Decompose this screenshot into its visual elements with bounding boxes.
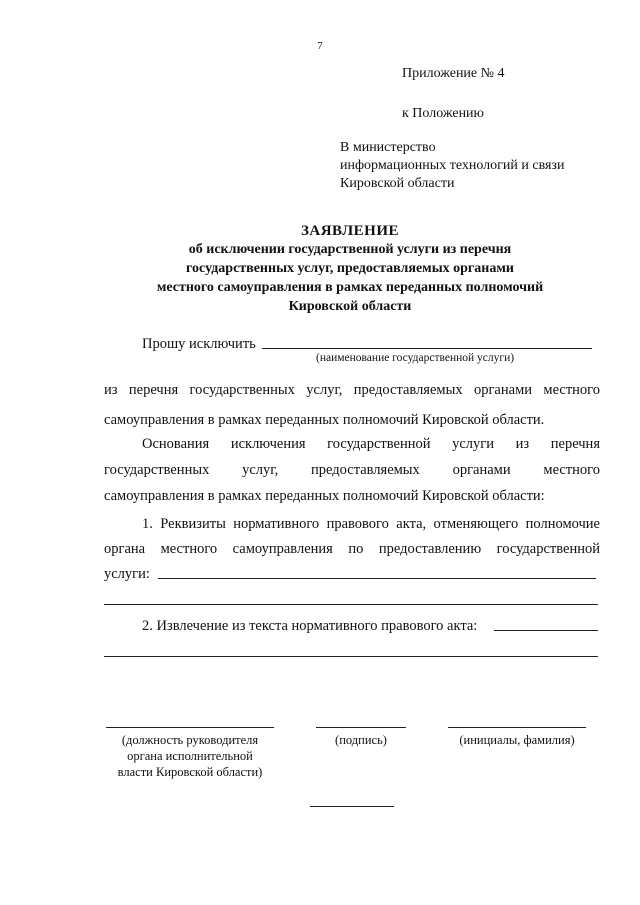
position-caption: власти Кировской области): [117, 765, 263, 779]
signature-field-line[interactable]: [316, 727, 406, 728]
closing-divider: [310, 806, 394, 807]
document-title: ЗАЯВЛЕНИЕ: [300, 223, 400, 239]
item-line: органа местного самоуправления по предоставлению государственной: [104, 541, 600, 557]
appendix-label: Приложение № 4: [402, 66, 505, 81]
legal-act-details-field-line[interactable]: [158, 578, 596, 579]
position-field-line[interactable]: [106, 727, 274, 728]
name-caption: (инициалы, фамилия): [459, 733, 575, 747]
addressee-line: информационных технологий и связи: [340, 158, 565, 173]
legal-act-details-field-line-2[interactable]: [104, 604, 598, 605]
position-caption: (должность руководителя: [121, 733, 259, 747]
title-line: государственных услуг, предоставляемых органами: [186, 261, 514, 276]
page-number: 7: [317, 40, 323, 52]
signature-caption: (подпись): [335, 733, 387, 747]
service-name-field-line[interactable]: [262, 348, 592, 349]
item-line: 2. Извлечение из текста нормативного правового акта:: [142, 618, 478, 634]
regulation-label: к Положению: [402, 106, 485, 121]
title-line: об исключении государственной услуги из перечня: [188, 242, 512, 257]
paragraph-line: из перечня государственных услуг, предоставляемых органами местного: [104, 382, 600, 398]
paragraph-line: самоуправления в рамках переданных полномочий Кировской области.: [104, 412, 545, 428]
title-line: Кировской области: [288, 299, 412, 314]
paragraph-line: самоуправления в рамках переданных полномочий Кировской области:: [104, 488, 545, 504]
name-field-line[interactable]: [448, 727, 586, 728]
paragraph-line: государственных услуг, предоставляемых органами местного: [104, 462, 600, 478]
request-label: Прошу исключить: [142, 336, 256, 352]
addressee-line: В министерство: [340, 140, 436, 155]
title-line: местного самоуправления в рамках переданных полномочий: [156, 280, 544, 295]
item-line: 1. Реквизиты нормативного правового акта, отменяющего полномочие: [142, 516, 600, 532]
legal-act-extract-field-line[interactable]: [494, 630, 598, 631]
item-line: услуги:: [104, 566, 150, 582]
addressee-line: Кировской области: [340, 176, 455, 191]
service-name-caption: (наименование государственной услуги): [316, 352, 515, 364]
paragraph-line: Основания исключения государственной услуги из перечня: [142, 436, 600, 452]
legal-act-extract-field-line-2[interactable]: [104, 656, 598, 657]
position-caption: органа исполнительной: [127, 749, 253, 763]
